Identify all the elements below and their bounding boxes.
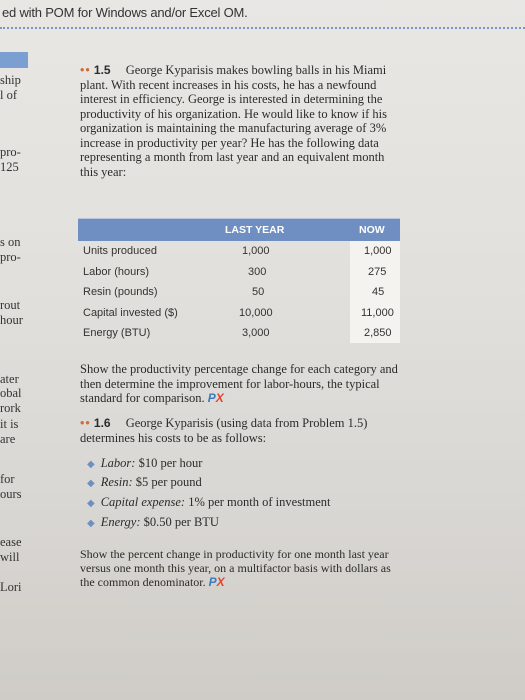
margin-fragment: 125 <box>0 160 19 174</box>
margin-fragment: ours <box>0 487 22 501</box>
table-row <box>78 241 400 262</box>
instruction-1-6 <box>80 547 425 589</box>
bullet-label: Labor: <box>100 456 136 470</box>
table-header <box>78 218 400 241</box>
problem-text: increase in productivity per year? He has the following data <box>80 135 379 150</box>
margin-fragment: pro- <box>0 145 21 159</box>
last-year-value: 10,000 <box>239 306 273 319</box>
table-row <box>78 303 400 324</box>
diamond-bullet-icon: ◆ <box>87 478 95 489</box>
margin-color-block <box>0 52 28 68</box>
px-icon: PX <box>208 575 225 589</box>
margin-fragment: obal <box>0 386 22 400</box>
problem-line <box>80 63 425 78</box>
diamond-bullet-icon: ◆ <box>87 459 95 470</box>
now-value: 2,850 <box>364 327 392 339</box>
header-divider <box>0 27 525 29</box>
instruction-line <box>80 391 420 406</box>
diamond-bullet-icon: ◆ <box>87 498 95 509</box>
margin-fragment: are <box>0 432 16 446</box>
now-value: 45 <box>372 286 385 298</box>
bullet-value: $0.50 per BTU <box>143 515 219 529</box>
problem-text: George Kyparisis makes bowling balls in his Miami <box>125 63 387 77</box>
problem-text: organization is maintaining the manufacturing average of 3% <box>80 121 387 135</box>
problem-text: plant. With recent increases in his costs, he has a newfound <box>80 77 377 92</box>
margin-fragment: rout <box>0 298 21 312</box>
row-label: Energy (BTU) <box>83 327 151 339</box>
problem-number: 1.5 <box>93 63 111 77</box>
row-label: Capital invested ($) <box>83 306 178 319</box>
margin-fragment: l of <box>0 88 18 102</box>
header-now: NOW <box>359 224 385 236</box>
margin-fragment: s on <box>0 235 21 249</box>
instruction-1-5 <box>80 362 420 406</box>
bullet-label: Energy: <box>100 515 141 529</box>
row-label: Resin (pounds) <box>83 286 158 298</box>
margin-fragment: ease <box>0 535 22 549</box>
margin-fragment: hour <box>0 313 23 327</box>
row-label: Units produced <box>83 245 157 257</box>
margin-fragment: pro- <box>0 250 21 264</box>
last-year-value: 300 <box>248 265 267 278</box>
margin-fragment: Lori <box>0 580 22 594</box>
difficulty-dots: •• <box>80 416 91 430</box>
problem-1-6 <box>80 416 425 445</box>
px-icon: PX <box>207 391 224 405</box>
table-row <box>78 262 400 283</box>
last-year-value: 50 <box>252 286 265 298</box>
cost-bullet <box>87 495 331 510</box>
margin-fragment: will <box>0 550 20 564</box>
problem-text: productivity of his organization. He would like to know if his <box>80 106 388 121</box>
problem-1-5 <box>80 63 425 179</box>
header-text: ed with POM for Windows and/or Excel OM. <box>2 5 248 20</box>
bullet-value: $10 per hour <box>138 456 203 470</box>
data-table <box>78 218 400 344</box>
instruction-text: Show the productivity percentage change for each category and <box>80 362 398 376</box>
now-value: 275 <box>368 265 387 278</box>
instruction-text: standard for comparison. <box>80 391 205 405</box>
instruction-text: then determine the improvement for labor-hours, the typical <box>80 376 380 391</box>
cost-bullet <box>87 515 219 530</box>
margin-fragment: ater <box>0 372 19 386</box>
problem-text: determines his costs to be as follows: <box>80 430 267 445</box>
last-year-value: 3,000 <box>242 327 270 339</box>
margin-fragment: for <box>0 472 15 486</box>
problem-text: George Kyparisis (using data from Problem 1.5) <box>125 416 368 430</box>
bullet-label: Resin: <box>100 475 133 489</box>
margin-fragment: rork <box>0 401 21 415</box>
now-value: 11,000 <box>361 306 394 319</box>
book-header <box>0 0 525 30</box>
instruction-text: the common denominator. <box>80 575 206 589</box>
diamond-bullet-icon: ◆ <box>87 518 95 529</box>
bullet-label: Capital expense: <box>100 495 186 509</box>
instruction-text: Show the percent change in productivity for one month last year <box>80 547 389 561</box>
bullet-value: $5 per pound <box>135 475 202 489</box>
margin-fragment: ship <box>0 73 21 87</box>
now-value: 1,000 <box>364 245 392 257</box>
table-row <box>78 282 400 303</box>
last-year-value: 1,000 <box>242 245 270 257</box>
problem-text: representing a month from last year and an equivalent month <box>80 150 385 164</box>
difficulty-dots: •• <box>80 63 91 77</box>
cost-bullet <box>87 456 202 471</box>
instruction-line <box>80 575 425 589</box>
header-last-year: LAST YEAR <box>225 224 285 236</box>
margin-fragment: it is <box>0 417 19 431</box>
problem-line <box>80 416 425 431</box>
bullet-value: 1% per month of investment <box>188 495 331 509</box>
problem-text: this year: <box>80 164 127 179</box>
cost-bullet <box>87 475 202 490</box>
problem-number: 1.6 <box>93 416 111 430</box>
row-label: Labor (hours) <box>83 265 150 278</box>
table-row <box>78 323 400 344</box>
instruction-text: versus one month this year, on a multifactor basis with dollars as <box>80 561 391 575</box>
problem-text: interest in efficiency. George is interested in determining the <box>80 92 383 106</box>
